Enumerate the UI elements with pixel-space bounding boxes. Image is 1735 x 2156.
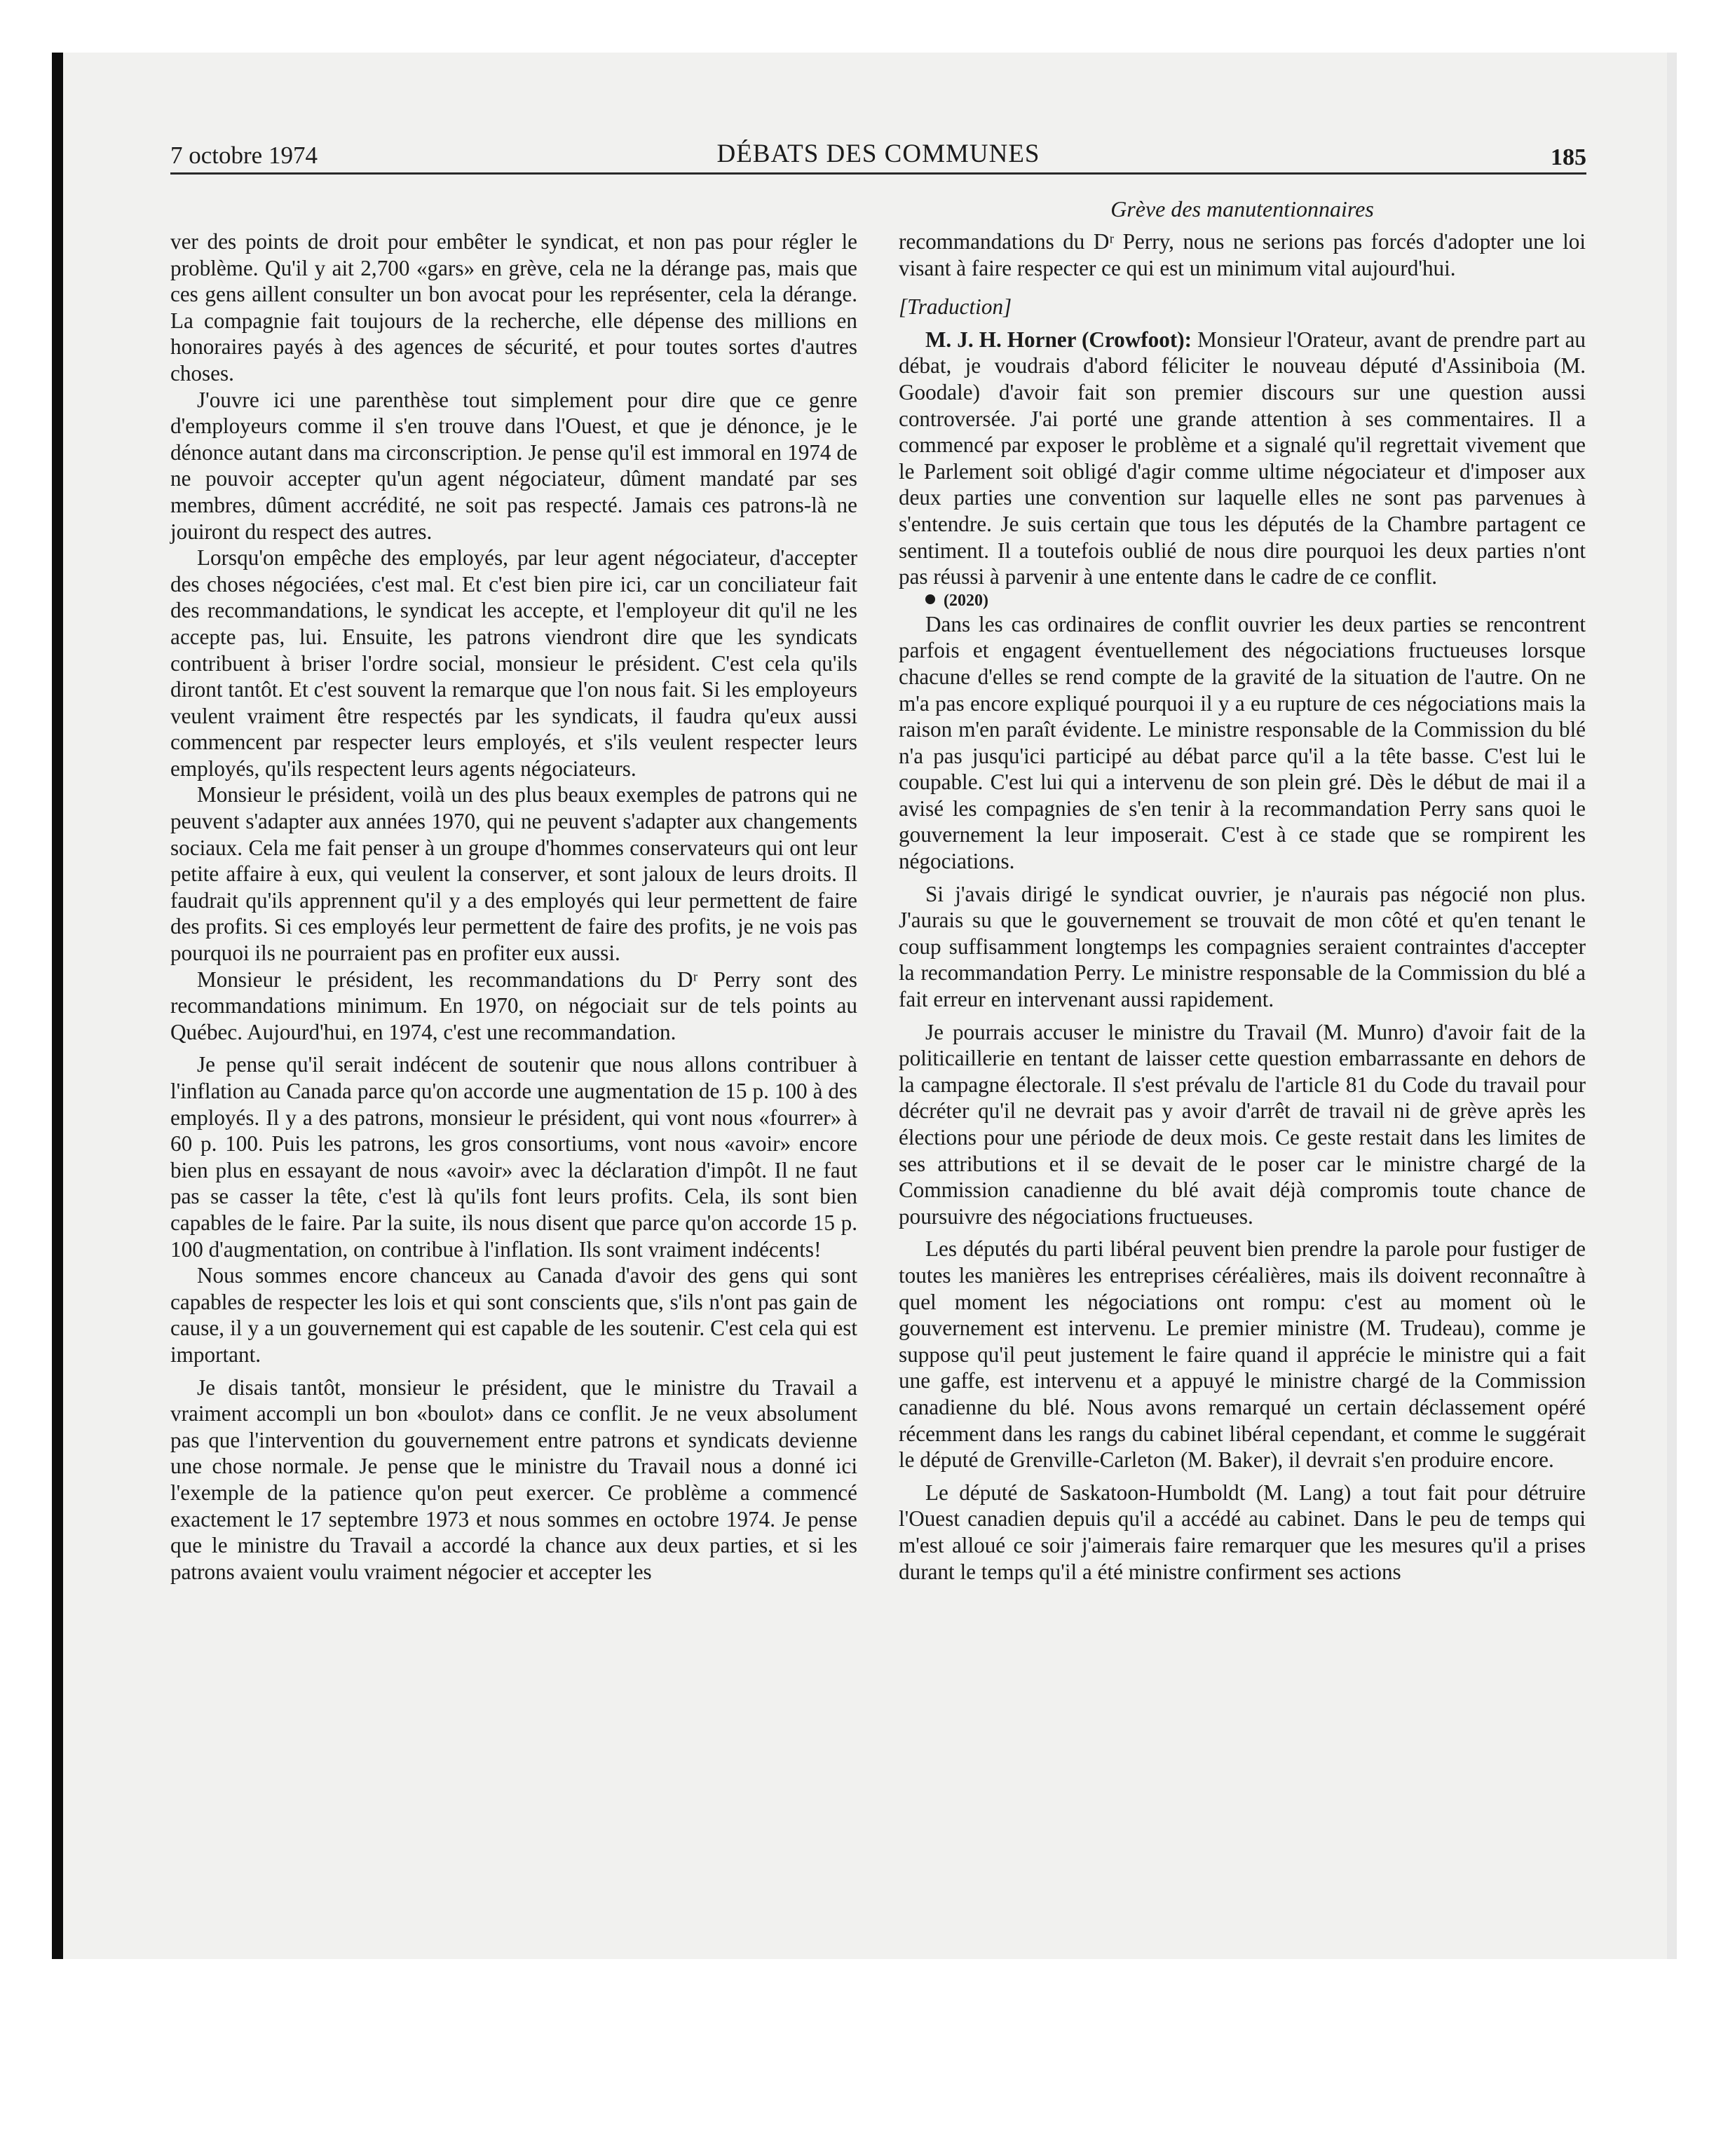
paragraph: Nous sommes encore chanceux au Canada d'avoir des gens qui sont capables de respecter les lois et qui sont conscients que, s'ils n'ont pas gain de cause, il y a un gouvernement qui est capable de les soutenir. C'est cela qui est important. <box>170 1263 857 1367</box>
scan-edge-left <box>52 53 63 1959</box>
paragraph: J'ouvre ici une parenthèse tout simplement pour dire que ce genre d'employeurs comme il s'en trouve dans l'Ouest, et que je dénonce, je le dénonce autant dans ma circonscription. Je pense qu'il est immoral en 1974 de ne pouvoir accepter qu'un agent négociateur, dûment mandaté par ses membres, dûment accrédité, ne soit pas respecté. Jamais ces patrons-là ne jouiront du respect des autres. <box>170 387 857 544</box>
paragraph: ver des points de droit pour embêter le syndicat, et non pas pour régler le problème. Qu'il y ait 2,700 «gars» en grève, cela ne la dérange pas, mais que ces gens aillent consulter un bon avocat pour les représenter, cela la dérange. La compagnie fait toujours de la recherche, elle dépense des millions en honoraires payés à des agences de sécurité, et pour toutes sortes d'autres choses. <box>170 229 857 386</box>
speech-text: Monsieur l'Orateur, avant de prendre part au débat, je voudrais d'abord féliciter le nouveau député d'Assiniboia (M. Goodale) d'avoir fait son premier discours sur une question aussi controversée. J'ai porté une grande attention à ses commentaires. Il a commencé par exposer le problème et a signalé qu'il regrettait vivement que le Parlement soit obligé d'agir comme ultime négociateur et d'imposer aux deux parties une convention sur laquelle elles ne sont pas parvenues à s'entendre. Je suis certain que tous les députés de la Chambre partagent ce sentiment. Il a toutefois oublié de nous dire pourquoi les deux parties n'ont pas réussi à parvenir à une entente dans le cadre de ce conflit. <box>899 327 1586 589</box>
time-marker-text: (2020) <box>944 591 988 610</box>
paragraph: Si j'avais dirigé le syndicat ouvrier, je n'aurais pas négocié non plus. J'aurais su que le gouvernement se trouvait de mon côté et qu'en tenant le coup suffisamment longtemps les compagnies seraient contraintes d'accepter la recommandation Perry. Le ministre responsable de la Commission du blé a fait erreur en intervenant aussi rapidement. <box>899 881 1586 1012</box>
scan-edge-right <box>1667 53 1677 1959</box>
bullet-icon <box>925 594 935 604</box>
page-header <box>170 139 1586 174</box>
paragraph: Le député de Saskatoon-Humboldt (M. Lang) a tout fait pour détruire l'Ouest canadien depuis qu'il a accédé au cabinet. Dans le peu de temps qui m'est alloué ce soir j'aimerais faire remarquer que les mesures qu'il a prises durant le temps qu'il a été ministre confirment ses actions <box>899 1480 1586 1584</box>
paragraph: Je pourrais accuser le ministre du Travail (M. Munro) d'avoir fait de la politicaillerie en tentant de laisser cette question embarrassante en dehors de la campagne électorale. Il s'est prévalu de l'article 81 du Code du travail pour décréter qu'il ne devrait pas y avoir d'arrêt de travail ni de grève après les élections pour une période de deux mois. Ce geste restait dans les limites de ses attributions et il se devait de le poser car le ministre chargé de la Commission canadienne du blé avait déjà compromis toute chance de poursuivre des négociations fructueuses. <box>899 1019 1586 1229</box>
running-head: Grève des manutentionnaires <box>1110 196 1374 221</box>
right-column <box>899 228 1586 1585</box>
header-date: 7 octobre 1974 <box>170 142 318 169</box>
paragraph: Monsieur le président, voilà un des plus beaux exemples de patrons qui ne peuvent s'adapter aux années 1970, qui ne peuvent s'adapter aux changements sociaux. Cela me fait penser à un groupe d'hommes conservateurs qui ont leur petite affaire à eux, qui veulent la conserver, et sont jaloux de leurs droits. Il faudrait qu'ils apprennent qu'il y a des employés qui leur permettent de faire des profits. Si ces employés leur permettent de faire des profits, je ne vois pas pourquoi ils ne pourraient pas en profiter eux aussi. <box>170 782 857 966</box>
translation-tag: [Traduction] <box>899 294 1012 320</box>
paragraph: Dans les cas ordinaires de conflit ouvrier les deux parties se rencontrent parfois et engagent éventuellement des négociations fructueuses lorsque chacune d'elles se rend compte de la gravité de la situation de l'autre. On ne m'a pas encore expliqué pourquoi il y a eu rupture de ces négociations mais la raison m'en paraît évidente. Le ministre responsable de la Commission du blé n'a pas jusqu'ici participé au débat parce qu'il a la tête basse. C'est lui le coupable. C'est lui qui a intervenu de son plein gré. Dès le début de mai il a avisé les compagnies de s'en tenir à la recommandation Perry sans quoi le gouvernement la leur imposerait. C'est à ce stade que se rompirent les négociations. <box>899 611 1586 874</box>
header-title: DÉBATS DES COMMUNES <box>716 139 1040 168</box>
paragraph: Les députés du parti libéral peuvent bien prendre la parole pour fustiger de toutes les manières les entreprises céréalières, mais ils doivent reconnaître à quel moment les négociations ont rompu: c'est au moment où le gouvernement est intervenu. Le premier ministre (M. Trudeau), comme je suppose qu'il peut justement le faire quand il apprécie le ministre qui a fait une gaffe, est intervenu et a appuyé le ministre chargé de la Commission canadienne du blé. Nous avons remarqué un certain déclassement opéré récemment dans les rangs du cabinet libéral cependant, et comme le suggérait le député de Grenville-Carleton (M. Baker), il devrait s'en produire encore. <box>899 1236 1586 1473</box>
page-number: 185 <box>1551 144 1586 170</box>
paragraph: Lorsqu'on empêche des employés, par leur agent négociateur, d'accepter des choses négociées, c'est mal. Et c'est bien pire ici, car un conciliateur fait des recommandations, le syndicat les accepte, et l'employeur dit qu'il ne les accepte pas, lui. Ensuite, les patrons viendront dire que les syndicats contribuent à briser l'ordre social, monsieur le président. C'est cela qu'ils diront tantôt. Et c'est souvent la remarque que l'on nous fait. Si les employeurs veulent vraiment être respectés par les syndicats, il faudra qu'eux aussi commencent par respecter leurs employés, et s'ils veulent respecter leurs employés, qu'ils respectent leurs agents négociateurs. <box>170 545 857 781</box>
speaker-name: M. J. H. Horner (Crowfoot): <box>925 327 1192 352</box>
speech-opening <box>899 327 1586 590</box>
paragraph: Monsieur le président, les recommandations du Dʳ Perry sont des recommandations minimum. En 1970, on négociait sur de tels points au Québec. Aujourd'hui, en 1974, c'est une recommandation. <box>170 967 857 1044</box>
header-rule <box>170 172 1586 175</box>
paragraph: Je disais tantôt, monsieur le président, que le ministre du Travail a vraiment accompli un bon «boulot» dans ce conflit. Je ne veux absolument pas que l'intervention du gouvernement entre patrons et syndicats devienne une chose normale. Je pense que le ministre du Travail nous a donné ici l'exemple de la patience qu'on peut exercer. Ce problème a commencé exactement le 17 septembre 1973 et nous sommes en octobre 1974. Je pense que le ministre du Travail a accordé la chance aux deux parties, et si les patrons avaient voulu vraiment négocier et accepter les <box>170 1374 857 1584</box>
time-marker <box>899 590 1586 611</box>
paragraph: recommandations du Dʳ Perry, nous ne serions pas forcés d'adopter une loi visant à faire respecter ce qui est un minimum vital aujourd'hui. <box>899 229 1586 280</box>
paragraph: Je pense qu'il serait indécent de soutenir que nous allons contribuer à l'inflation au Canada parce qu'on accorde une augmentation de 15 p. 100 à des employés. Il y a des patrons, monsieur le président, qui vont nous «fourrer» à 60 p. 100. Puis les patrons, les gros consortiums, vont nous «avoir» encore bien plus en essayant de nous «avoir» avec la déclaration d'impôt. Il ne faut pas se casser la tête, c'est là qu'ils font leurs profits. Cela, ils sont bien capables de le faire. Par la suite, ils nous disent que parce qu'on accorde 15 p. 100 d'augmentation, on contribue à l'inflation. Ils sont vraiment indécents! <box>170 1052 857 1262</box>
left-column <box>170 228 857 1585</box>
